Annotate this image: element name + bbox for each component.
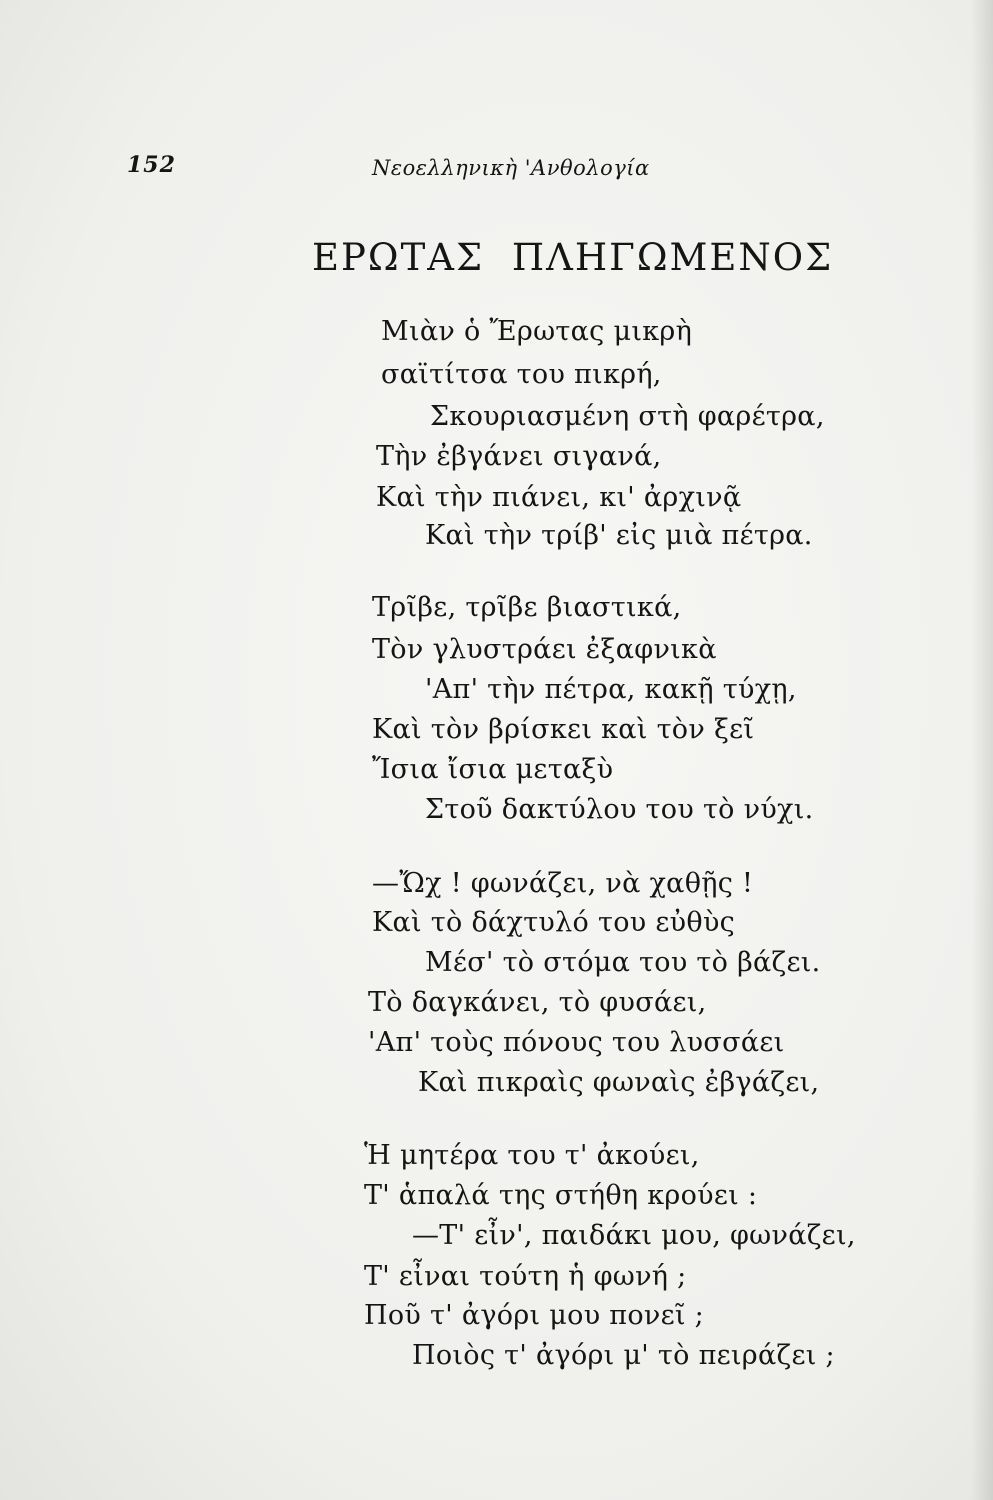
poem-line: 'Απ' τοὺς πόνους του λυσσάει [368,1027,785,1058]
poem-line: Ἴσια ἴσια μεταξὺ [372,754,614,785]
poem-line: Μέσ' τὸ στόμα του τὸ βάζει. [425,947,821,978]
poem-line: Καὶ τὴν πιάνει, κι' ἀρχινᾷ [376,482,742,513]
poem-line: Καὶ τὸν βρίσκει καὶ τὸν ξεῖ [372,714,755,745]
poem-line: Τὸν γλυστράει ἐξαφνικὰ [372,634,717,665]
poem-line: 'Απ' τὴν πέτρα, κακῇ τύχῃ, [425,674,797,705]
poem-line: Ἡ μητέρα του τ' ἀκούει, [364,1140,700,1171]
poem-line: Σκουριασμένη στὴ φαρέτρα, [430,401,825,432]
page-number: 152 [127,152,176,178]
poem-line: Τ' ἁπαλά της στήθη κρούει : [364,1180,758,1211]
poem-line: Ποιὸς τ' ἀγόρι μ' τὸ πειράζει ; [412,1340,835,1371]
poem-line: Στοῦ δακτύλου του τὸ νύχι. [425,794,814,825]
poem-line: Τρῖβε, τρῖβε βιαστικά, [372,592,682,623]
poem-line: σαϊτίτσα του πικρή, [381,359,662,390]
running-title: Νεοελληνικὴ 'Ανθολογία [372,156,650,180]
poem-line: Τ' εἶναι τούτη ἡ φωνή ; [364,1261,687,1292]
poem-line: Καὶ τὴν τρίβ' εἰς μιὰ πέτρα. [425,520,813,551]
poem-line: Καὶ πικραὶς φωναὶς ἐβγάζει, [418,1067,820,1098]
poem-title: ΕΡΩΤΑΣ ΠΛΗΓΩΜΕΝΟΣ [312,236,834,279]
poem-line: Ποῦ τ' ἀγόρι μου πονεῖ ; [364,1300,705,1331]
poem-line: Μιὰν ὁ Ἔρωτας μικρὴ [381,316,693,347]
poem-line: Τὴν ἐβγάνει σιγανά, [376,441,662,472]
poem-line: —Τ' εἶν', παιδάκι μου, φωνάζει, [412,1220,856,1251]
poem-line: —Ὤχ ! φωνάζει, νὰ χαθῇς ! [372,868,754,899]
poem-line: Καὶ τὸ δάχτυλό του εὐθὺς [372,907,736,938]
poem-line: Τὸ δαγκάνει, τὸ φυσάει, [368,987,707,1018]
